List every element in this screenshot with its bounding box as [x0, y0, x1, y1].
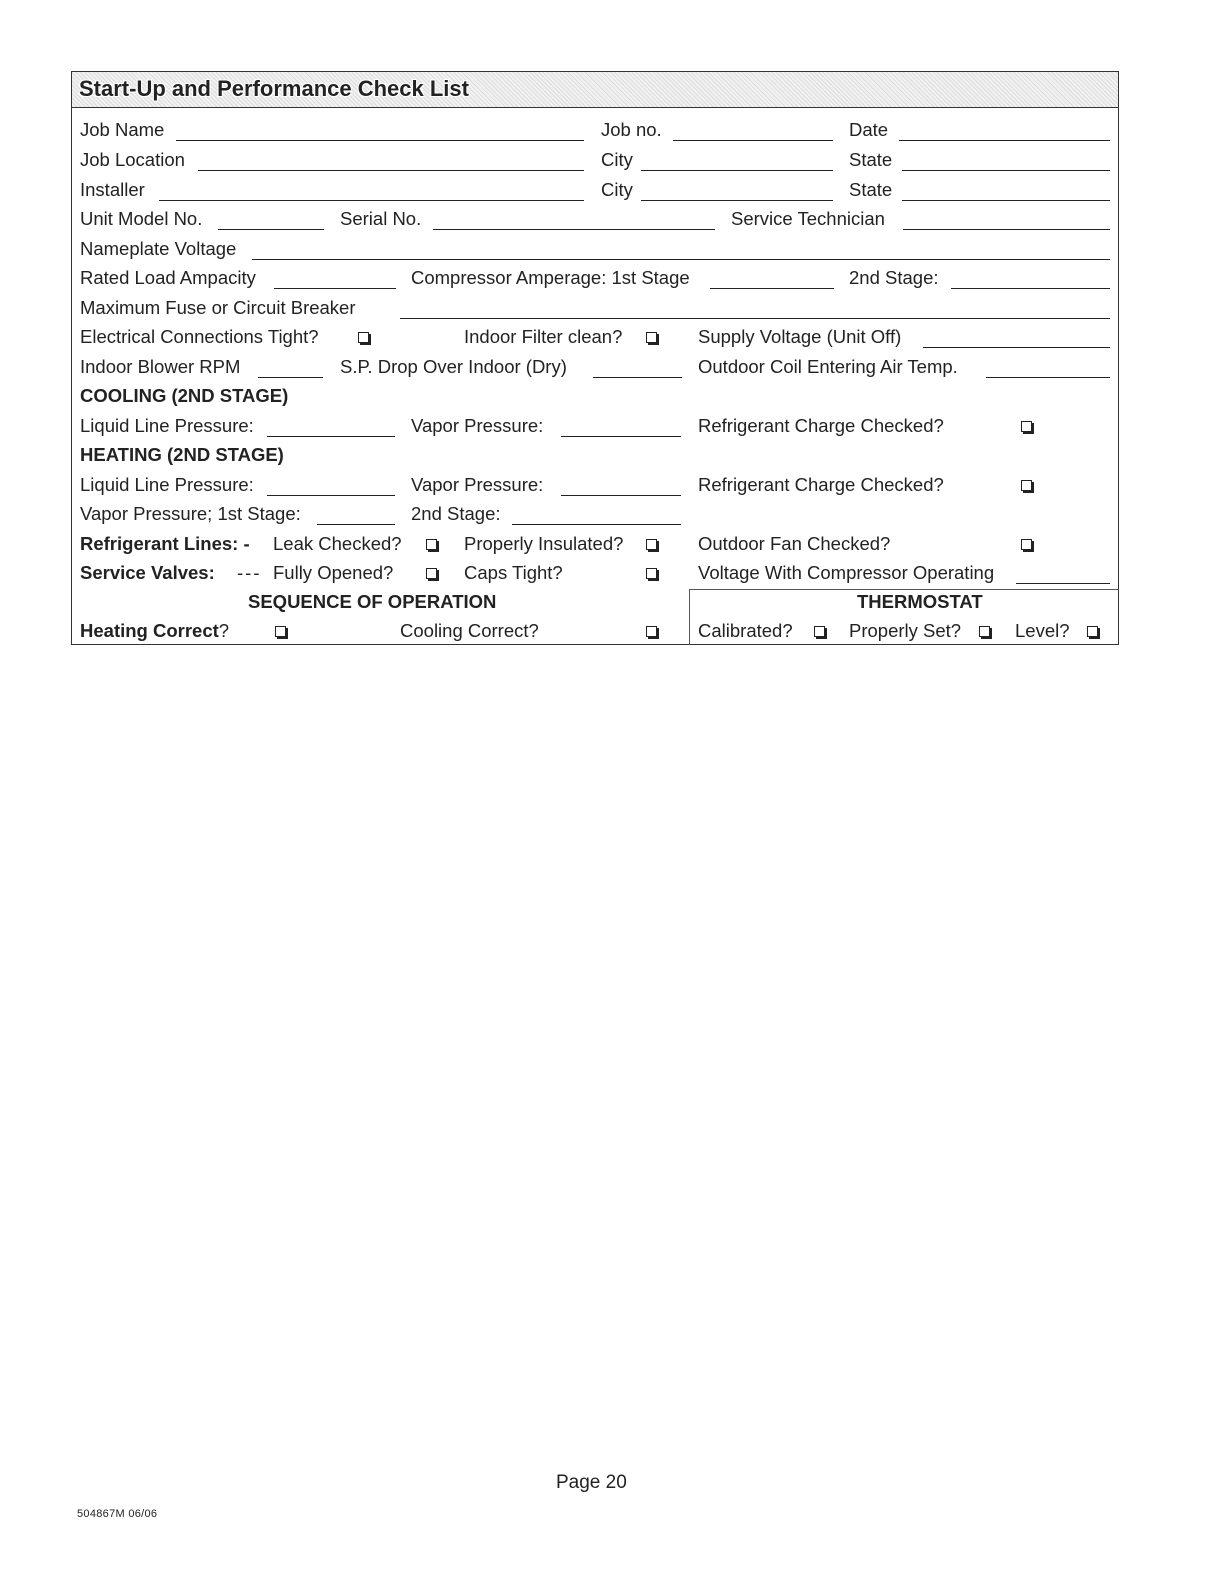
calibrated-checkbox[interactable] — [814, 626, 825, 637]
cooling-liquid-field[interactable] — [267, 436, 395, 437]
heating-correct-text: Heating Correct — [80, 620, 219, 641]
installer-label: Installer — [80, 179, 145, 200]
heating-correct-q: ? — [218, 620, 230, 641]
cooling-refrig-checkbox[interactable] — [1021, 421, 1032, 432]
cooling-section-title: COOLING (2ND STAGE) — [80, 385, 289, 406]
caps-tight-label: Caps Tight? — [464, 562, 563, 583]
outdoor-coil-temp-field[interactable] — [986, 377, 1110, 378]
nameplate-voltage-label: Nameplate Voltage — [80, 238, 237, 259]
fully-opened-checkbox[interactable] — [426, 568, 437, 579]
heating-refrig-label: Refrigerant Charge Checked? — [698, 474, 944, 495]
installer-field[interactable] — [159, 200, 584, 201]
filter-clean-checkbox[interactable] — [646, 332, 657, 343]
rated-load-field[interactable] — [274, 288, 396, 289]
checklist-header — [72, 72, 1118, 108]
job-location-label: Job Location — [80, 149, 185, 170]
elec-tight-checkbox[interactable] — [358, 332, 369, 343]
voltage-comp-field[interactable] — [1016, 583, 1110, 584]
caps-tight-checkbox[interactable] — [646, 568, 657, 579]
state-label-1: State — [849, 149, 893, 170]
comp-amp-2nd-field[interactable] — [951, 288, 1110, 289]
voltage-comp-label: Voltage With Compressor Operating — [698, 562, 995, 583]
outdoor-fan-label: Outdoor Fan Checked? — [698, 533, 891, 554]
city-field-2[interactable] — [641, 200, 833, 201]
level-label: Level? — [1015, 620, 1070, 641]
cooling-correct-label: Cooling Correct? — [400, 620, 539, 641]
service-valves-label: Service Valves: — [80, 562, 215, 583]
heating-liquid-field[interactable] — [267, 495, 395, 496]
state-field-1[interactable] — [902, 170, 1110, 171]
heating-vapor-label: Vapor Pressure: — [411, 474, 544, 495]
vapor-1st-field[interactable] — [317, 524, 395, 525]
cooling-vapor-label: Vapor Pressure: — [411, 415, 544, 436]
sequence-title: SEQUENCE OF OPERATION — [248, 591, 497, 612]
checklist-title: Start-Up and Performance Check List — [79, 76, 469, 101]
job-name-field[interactable] — [176, 140, 584, 141]
service-tech-field[interactable] — [903, 229, 1110, 230]
filter-clean-label: Indoor Filter clean? — [464, 326, 623, 347]
city-field-1[interactable] — [641, 170, 833, 171]
state-field-2[interactable] — [902, 200, 1110, 201]
leak-checked-checkbox[interactable] — [426, 539, 437, 550]
blower-rpm-label: Indoor Blower RPM — [80, 356, 241, 377]
outdoor-fan-checkbox[interactable] — [1021, 539, 1032, 550]
job-no-field[interactable] — [673, 140, 833, 141]
document-id: 504867M 06/06 — [77, 1508, 158, 1520]
unit-model-label: Unit Model No. — [80, 208, 203, 229]
city-label-2: City — [601, 179, 633, 200]
job-location-field[interactable] — [198, 170, 584, 171]
properly-set-label: Properly Set? — [849, 620, 962, 641]
fully-opened-label: Fully Opened? — [273, 562, 394, 583]
blower-rpm-field[interactable] — [258, 377, 323, 378]
date-label: Date — [849, 119, 889, 140]
sp-drop-label: S.P. Drop Over Indoor (Dry) — [340, 356, 567, 377]
cooling-liquid-label: Liquid Line Pressure: — [80, 415, 254, 436]
rated-load-label: Rated Load Ampacity — [80, 267, 256, 288]
nameplate-voltage-field[interactable] — [252, 259, 1110, 260]
serial-no-label: Serial No. — [340, 208, 422, 229]
max-fuse-field[interactable] — [400, 318, 1110, 319]
cooling-vapor-field[interactable] — [561, 436, 681, 437]
city-label-1: City — [601, 149, 633, 170]
service-valves-dashes: --- — [237, 562, 262, 583]
page-number: Page 20 — [556, 1472, 627, 1493]
supply-voltage-field[interactable] — [923, 347, 1110, 348]
heating-section-title: HEATING (2ND STAGE) — [80, 444, 284, 465]
vapor-2nd-field[interactable] — [512, 524, 681, 525]
heating-vapor-field[interactable] — [561, 495, 681, 496]
leak-checked-label: Leak Checked? — [273, 533, 402, 554]
insulated-checkbox[interactable] — [646, 539, 657, 550]
cooling-correct-checkbox[interactable] — [646, 626, 657, 637]
heating-correct-label — [80, 620, 229, 642]
thermostat-divider-top — [689, 589, 1119, 590]
elec-tight-label: Electrical Connections Tight? — [80, 326, 319, 347]
level-checkbox[interactable] — [1087, 626, 1098, 637]
properly-set-checkbox[interactable] — [979, 626, 990, 637]
serial-no-field[interactable] — [433, 229, 715, 230]
supply-voltage-label: Supply Voltage (Unit Off) — [698, 326, 902, 347]
insulated-label: Properly Insulated? — [464, 533, 624, 554]
heating-correct-checkbox[interactable] — [275, 626, 286, 637]
date-field[interactable] — [899, 140, 1110, 141]
thermostat-title: THERMOSTAT — [857, 591, 983, 612]
state-label-2: State — [849, 179, 893, 200]
unit-model-field[interactable] — [218, 229, 324, 230]
refrig-lines-label: Refrigerant Lines: - — [80, 533, 250, 554]
calibrated-label: Calibrated? — [698, 620, 793, 641]
heating-refrig-checkbox[interactable] — [1021, 480, 1032, 491]
service-tech-label: Service Technician — [731, 208, 885, 229]
sp-drop-field[interactable] — [593, 377, 682, 378]
comp-amp-1st-field[interactable] — [710, 288, 834, 289]
heating-liquid-label: Liquid Line Pressure: — [80, 474, 254, 495]
checklist-form — [71, 71, 1119, 645]
outdoor-coil-temp-label: Outdoor Coil Entering Air Temp. — [698, 356, 958, 377]
job-name-label: Job Name — [80, 119, 165, 140]
job-no-label: Job no. — [601, 119, 662, 140]
max-fuse-label: Maximum Fuse or Circuit Breaker — [80, 297, 356, 318]
cooling-refrig-label: Refrigerant Charge Checked? — [698, 415, 944, 436]
vapor-2nd-label: 2nd Stage: — [411, 503, 501, 524]
thermostat-divider-left — [689, 589, 690, 645]
comp-amp-2nd-label: 2nd Stage: — [849, 267, 939, 288]
vapor-1st-label: Vapor Pressure; 1st Stage: — [80, 503, 301, 524]
comp-amp-1st-label: Compressor Amperage: 1st Stage — [411, 267, 690, 288]
